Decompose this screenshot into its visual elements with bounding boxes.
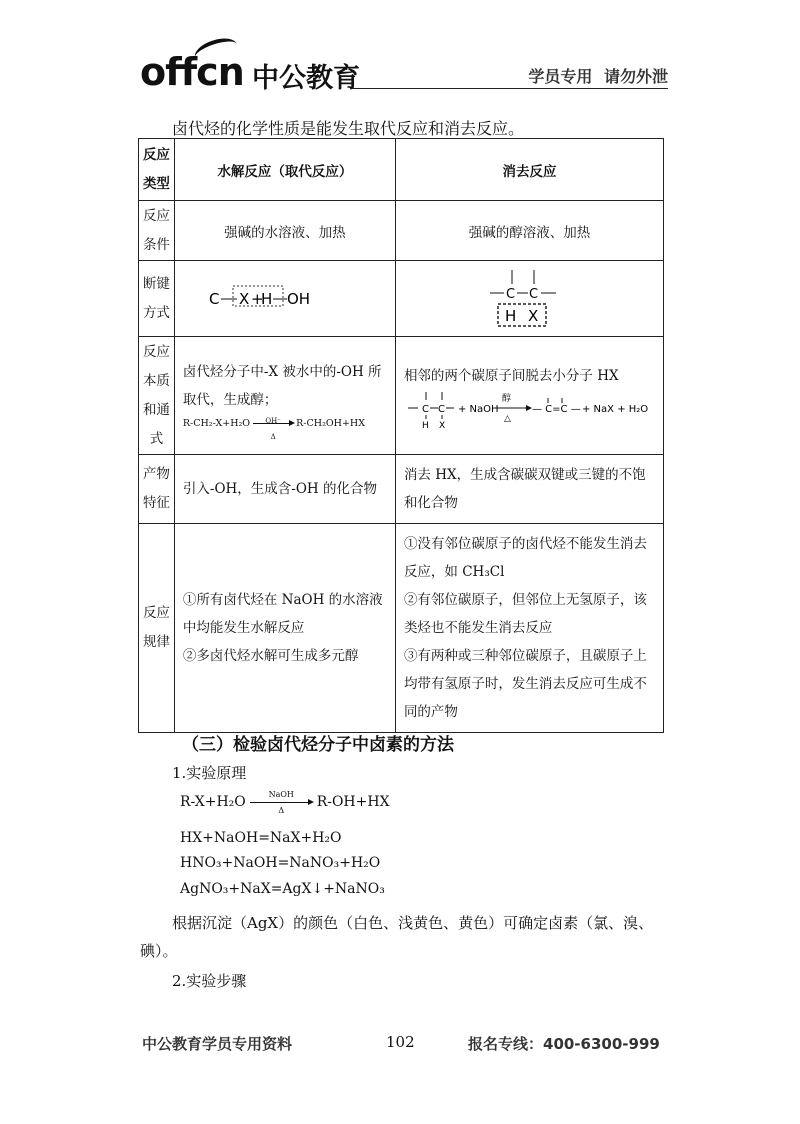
- header-tag: 学员专用 请勿外泄: [528, 67, 668, 86]
- footer-left: 中公教育学员专用资料: [142, 1035, 293, 1053]
- svg-text:X: X: [238, 289, 250, 308]
- intro-text: 卤代烃的化学性质是能发生取代反应和消去反应。: [172, 119, 525, 138]
- hydrolysis-bond-diagram: [175, 262, 387, 336]
- equation-line: HNO₃+NaOH=NaNO₃+H₂O: [180, 855, 381, 871]
- table-row: 断键 方式 C X + H OH C C H X: [139, 261, 664, 337]
- svg-text:OH: OH: [286, 289, 310, 308]
- table-row: 产物 特征 引入-OH，生成含-OH 的化合物 消去 HX，生成含碳碳双键或三键的不饱和化合物: [139, 455, 664, 524]
- table-row: 反应 条件 强碱的水溶液、加热 强碱的醇溶液、加热: [139, 201, 664, 261]
- header-rule: [350, 88, 668, 89]
- brand-name: 中公教育: [252, 63, 360, 94]
- svg-text:C: C: [421, 403, 429, 415]
- svg-text:X: X: [527, 306, 539, 325]
- svg-text:C: C: [505, 286, 516, 302]
- equation-line: HX+NaOH=NaX+H₂O: [180, 830, 342, 846]
- paragraph: 碘）。: [140, 942, 178, 960]
- table-row: 反应 规律 ①所有卤代烃在 NaOH 的水溶液中均能发生水解反应 ②多卤代烃水解可生成多元醇 ①没有邻位碳原子的卤代烃不能发生消去反应，如 CH₃Cl ②有邻位碳原子，但邻位上无氢原子，该类烃也不能发生消去反应 ③有两种或三种邻位碳原子，且碳原子上均带有氢原子时，发生消去反应可生成不同的产物: [139, 524, 664, 733]
- svg-text:+ NaOH: + NaOH: [457, 403, 499, 415]
- svg-text:△: △: [503, 413, 511, 424]
- equation-line: AgNO₃+NaX=AgX↓+NaNO₃: [180, 881, 385, 897]
- svg-text:C: C: [528, 286, 539, 302]
- paragraph: 根据沉淀（AgX）的颜色（白色、浅黄色、黄色）可确定卤素（氯、溴、: [172, 914, 654, 932]
- svg-text:醇: 醇: [501, 393, 511, 404]
- svg-text:+: +: [250, 289, 264, 308]
- step-heading: 2.实验步骤: [172, 972, 247, 990]
- brand-logo: offcn: [140, 50, 244, 94]
- svg-text:C: C: [437, 403, 445, 415]
- page-number: 102: [386, 1033, 415, 1051]
- page-header: [140, 50, 670, 94]
- table-row: 反应 类型 水解反应（取代反应） 消去反应: [139, 139, 664, 201]
- table-row: 反应 本质 和通 式 卤代烃分子中-X 被水中的-OH 所取代，生成醇； R-CH₂-X+H₂O $\frac{OH^-}{\Delta}$ R-CH₂OH+HX 相邻的两个碳原子间脱去小分子 HX C C H X + NaOH 醇 △ — C=C — + NaX + H₂O: [139, 337, 664, 455]
- elimination-equation: [404, 390, 648, 430]
- svg-text:+ NaX + H₂O: + NaX + H₂O: [581, 403, 648, 415]
- section-title: （三）检验卤代烃分子中卤素的方法: [182, 735, 454, 755]
- footer-hotline: 报名专线：400-6300-999: [468, 1035, 660, 1053]
- elimination-bond-diagram: [396, 262, 654, 336]
- step-heading: 1.实验原理: [172, 764, 247, 782]
- reaction-table: [138, 138, 664, 733]
- svg-text:H: H: [260, 289, 273, 308]
- svg-text:— C=C —: — C=C —: [531, 403, 581, 415]
- svg-text:C: C: [208, 289, 220, 308]
- equation-line: R-X+H₂O NaOH Δ R-OH+HX: [180, 789, 390, 815]
- hydrolysis-equation: R-CH₂-X+H₂O $\frac{OH^-}{\Delta}$ R-CH₂OH+HX: [182, 416, 365, 441]
- svg-text:X: X: [438, 420, 446, 430]
- svg-text:H: H: [504, 306, 517, 325]
- svg-text:H: H: [421, 420, 429, 430]
